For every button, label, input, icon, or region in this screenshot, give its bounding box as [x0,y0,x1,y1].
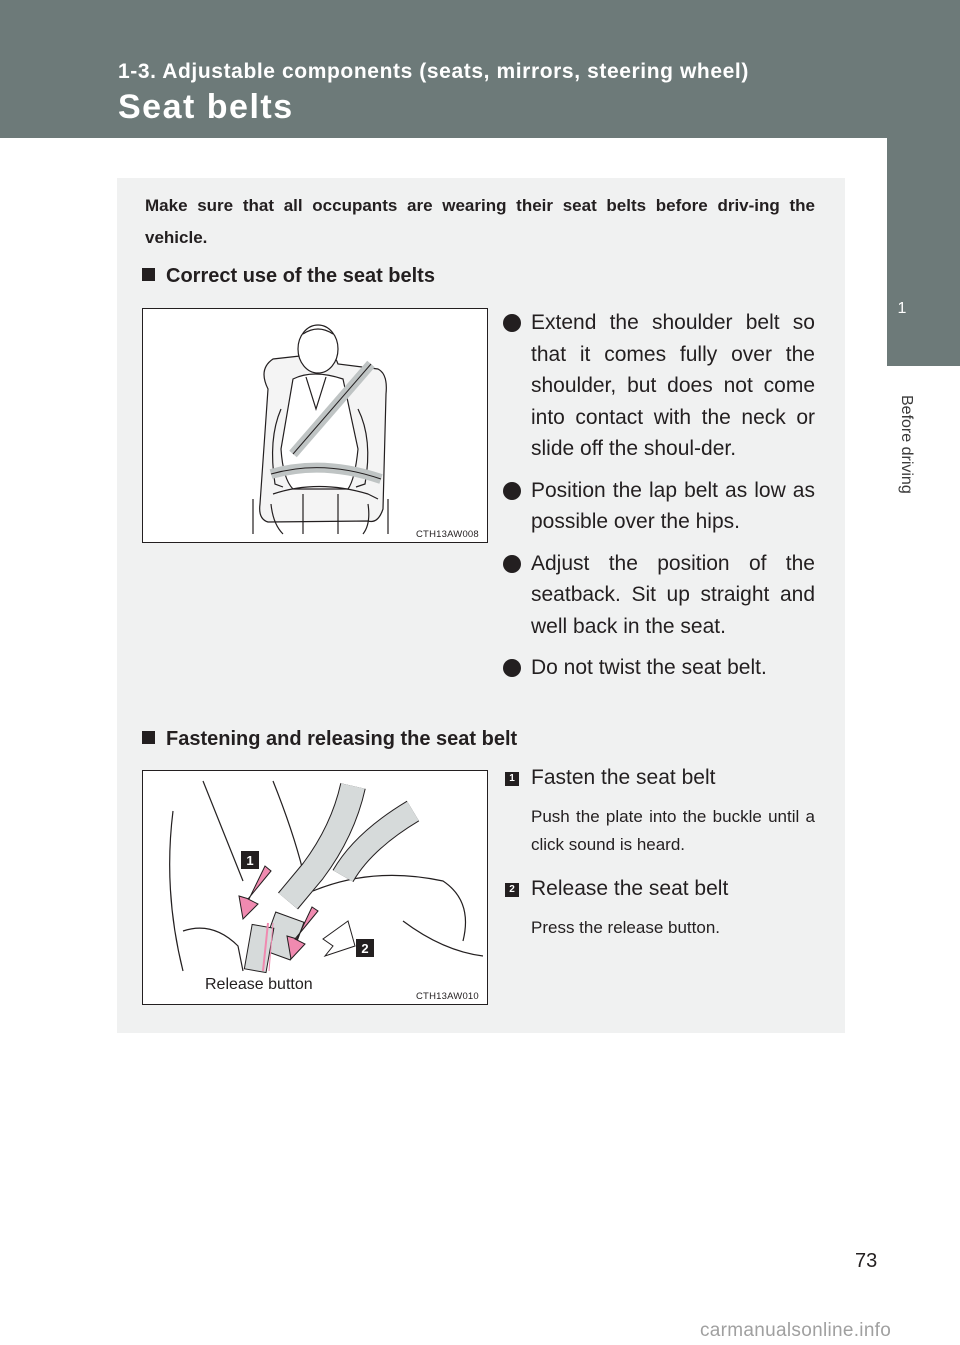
list-item: Do not twist the seat belt. [503,652,815,684]
bullet-dot-icon [503,314,521,332]
svg-text:2: 2 [361,941,369,956]
page-number: 73 [855,1250,878,1272]
heading-fastening: Fastening and releasing the seat belt [142,728,517,751]
bullet-dot-icon [503,482,521,500]
chapter-tab[interactable] [887,138,960,366]
page-title: Seat belts [118,88,294,126]
square-bullet-icon [142,731,155,744]
list-item: Adjust the position of the seatback. Sit up straight and well back in the seat. [503,548,815,643]
bullet-list [503,307,815,694]
intro-text: Make sure that all occupants are wearing their seat belts before driv-ing the vehicle. [145,196,815,247]
figure-code: CTH13AW008 [416,529,479,540]
section-title: 1-3. Adjustable components (seats, mirrors, steering wheel) [118,60,749,83]
step-number-badge: 2 [505,883,519,897]
buckle-illustration [143,771,487,1004]
square-bullet-icon [142,268,155,281]
list-item: Position the lap belt as low as possible over the hips. [503,475,815,538]
figure-buckle [142,770,488,1005]
step-item: 2 Release the seat belt [503,873,815,904]
step-description: Press the release button. [531,918,721,937]
list-item: Extend the shoulder belt so that it comes fully over the shoulder, but does not come into contact with the neck or slide off the shoul-der. [503,307,815,465]
bullet-dot-icon [503,659,521,677]
release-button-label: Release button [205,976,313,993]
step-list [503,762,815,956]
svg-text:1: 1 [246,853,254,868]
heading-correct-use: Correct use of the seat belts [142,265,435,288]
seated-occupant-illustration [143,309,487,542]
step-number-badge: 1 [505,772,519,786]
watermark: carmanualsonline.info [700,1320,892,1341]
step-description: Push the plate into the buckle until a click sound is heard. [531,807,815,854]
figure-code: CTH13AW010 [416,991,479,1002]
figure-seated-occupant [142,308,488,543]
chapter-number: 1 [897,300,907,317]
bullet-dot-icon [503,555,521,573]
step-item: 1 Fasten the seat belt [503,762,815,793]
chapter-label: Before driving [898,395,915,494]
